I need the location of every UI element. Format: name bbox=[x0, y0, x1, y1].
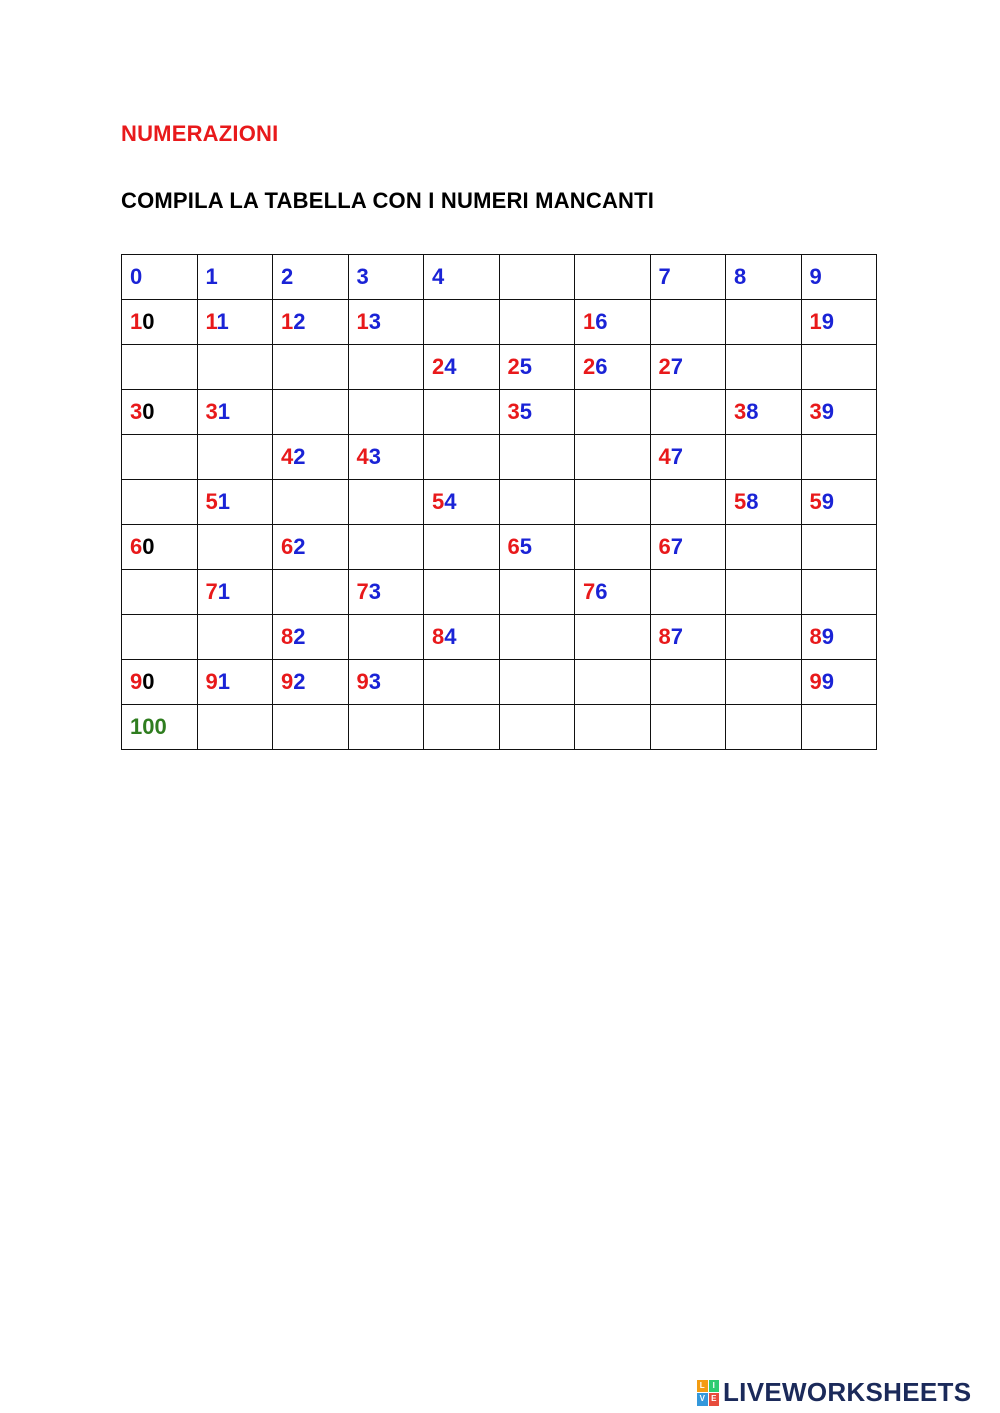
grid-cell-empty[interactable] bbox=[801, 345, 877, 390]
grid-cell: 8 bbox=[726, 255, 802, 300]
grid-cell-empty[interactable] bbox=[273, 345, 349, 390]
grid-cell: 89 bbox=[801, 615, 877, 660]
grid-cell-empty[interactable] bbox=[424, 435, 500, 480]
grid-cell-empty[interactable] bbox=[726, 615, 802, 660]
grid-cell-empty[interactable] bbox=[197, 435, 273, 480]
grid-cell: 30 bbox=[122, 390, 198, 435]
grid-cell-empty[interactable] bbox=[726, 435, 802, 480]
grid-cell-empty[interactable] bbox=[726, 345, 802, 390]
grid-cell: 39 bbox=[801, 390, 877, 435]
grid-cell-empty[interactable] bbox=[424, 525, 500, 570]
grid-cell-empty[interactable] bbox=[197, 525, 273, 570]
grid-cell: 73 bbox=[348, 570, 424, 615]
grid-cell: 51 bbox=[197, 480, 273, 525]
grid-cell: 65 bbox=[499, 525, 575, 570]
grid-cell: 13 bbox=[348, 300, 424, 345]
liveworksheets-logo bbox=[697, 1377, 971, 1408]
grid-cell-empty[interactable] bbox=[650, 570, 726, 615]
grid-cell: 9 bbox=[801, 255, 877, 300]
grid-cell: 38 bbox=[726, 390, 802, 435]
grid-cell: 0 bbox=[122, 255, 198, 300]
grid-cell: 27 bbox=[650, 345, 726, 390]
grid-cell-empty[interactable] bbox=[348, 525, 424, 570]
grid-cell-empty[interactable] bbox=[650, 300, 726, 345]
grid-cell: 87 bbox=[650, 615, 726, 660]
grid-row bbox=[122, 435, 877, 480]
grid-cell-empty[interactable] bbox=[499, 615, 575, 660]
grid-cell-empty[interactable] bbox=[499, 300, 575, 345]
grid-cell-empty[interactable] bbox=[801, 525, 877, 570]
grid-cell-empty[interactable] bbox=[273, 570, 349, 615]
grid-cell-empty[interactable] bbox=[575, 390, 651, 435]
grid-cell: 1 bbox=[197, 255, 273, 300]
grid-cell-empty[interactable] bbox=[348, 480, 424, 525]
grid-cell: 10 bbox=[122, 300, 198, 345]
grid-cell: 24 bbox=[424, 345, 500, 390]
grid-cell: 76 bbox=[575, 570, 651, 615]
grid-cell-empty[interactable] bbox=[424, 390, 500, 435]
grid-cell-empty[interactable] bbox=[424, 300, 500, 345]
grid-cell: 43 bbox=[348, 435, 424, 480]
grid-cell: 84 bbox=[424, 615, 500, 660]
grid-cell-empty[interactable] bbox=[575, 705, 651, 750]
grid-cell: 4 bbox=[424, 255, 500, 300]
grid-cell-empty[interactable] bbox=[348, 390, 424, 435]
grid-cell-empty[interactable] bbox=[801, 705, 877, 750]
grid-cell-empty[interactable] bbox=[424, 570, 500, 615]
grid-cell: 58 bbox=[726, 480, 802, 525]
grid-cell: 47 bbox=[650, 435, 726, 480]
grid-cell-empty[interactable] bbox=[273, 480, 349, 525]
grid-cell: 35 bbox=[499, 390, 575, 435]
grid-cell-empty[interactable] bbox=[650, 705, 726, 750]
grid-cell: 62 bbox=[273, 525, 349, 570]
grid-row bbox=[122, 660, 877, 705]
grid-cell-empty[interactable] bbox=[575, 660, 651, 705]
grid-cell: 11 bbox=[197, 300, 273, 345]
grid-row bbox=[122, 570, 877, 615]
grid-cell: 90 bbox=[122, 660, 198, 705]
grid-cell: 92 bbox=[273, 660, 349, 705]
grid-cell-empty[interactable] bbox=[273, 705, 349, 750]
grid-cell: 100 bbox=[122, 705, 198, 750]
grid-cell-empty[interactable] bbox=[575, 255, 651, 300]
grid-cell: 42 bbox=[273, 435, 349, 480]
grid-cell: 12 bbox=[273, 300, 349, 345]
grid-cell: 99 bbox=[801, 660, 877, 705]
grid-cell-empty[interactable] bbox=[801, 570, 877, 615]
grid-cell-empty[interactable] bbox=[348, 705, 424, 750]
grid-cell-empty[interactable] bbox=[499, 255, 575, 300]
grid-row bbox=[122, 525, 877, 570]
grid-cell-empty[interactable] bbox=[726, 660, 802, 705]
grid-row bbox=[122, 615, 877, 660]
grid-cell-empty[interactable] bbox=[801, 435, 877, 480]
grid-cell-empty[interactable] bbox=[726, 300, 802, 345]
liveworksheets-logo-text: LIVEWORKSHEETS bbox=[723, 1377, 972, 1407]
worksheet-title: NUMERAZIONI bbox=[121, 121, 279, 146]
grid-cell-empty[interactable] bbox=[726, 570, 802, 615]
grid-cell: 31 bbox=[197, 390, 273, 435]
grid-row bbox=[122, 480, 877, 525]
grid-cell: 67 bbox=[650, 525, 726, 570]
grid-cell-empty[interactable] bbox=[122, 345, 198, 390]
worksheet-instruction: COMPILA LA TABELLA CON I NUMERI MANCANTI bbox=[121, 188, 655, 213]
grid-cell: 2 bbox=[273, 255, 349, 300]
grid-row bbox=[122, 390, 877, 435]
grid-cell-empty[interactable] bbox=[424, 705, 500, 750]
grid-cell-empty[interactable] bbox=[726, 705, 802, 750]
grid-cell: 16 bbox=[575, 300, 651, 345]
grid-cell-empty[interactable] bbox=[499, 705, 575, 750]
grid-cell-empty[interactable] bbox=[122, 615, 198, 660]
grid-cell: 7 bbox=[650, 255, 726, 300]
grid-cell-empty[interactable] bbox=[197, 705, 273, 750]
grid-cell-empty[interactable] bbox=[499, 480, 575, 525]
grid-row bbox=[122, 300, 877, 345]
grid-cell: 25 bbox=[499, 345, 575, 390]
grid-cell: 60 bbox=[122, 525, 198, 570]
grid-cell: 26 bbox=[575, 345, 651, 390]
grid-cell-empty[interactable] bbox=[122, 435, 198, 480]
grid-cell-empty[interactable] bbox=[122, 480, 198, 525]
grid-cell: 59 bbox=[801, 480, 877, 525]
grid-cell: 71 bbox=[197, 570, 273, 615]
grid-cell-empty[interactable] bbox=[726, 525, 802, 570]
grid-cell: 93 bbox=[348, 660, 424, 705]
grid-cell-empty[interactable] bbox=[499, 570, 575, 615]
grid-cell: 82 bbox=[273, 615, 349, 660]
grid-cell: 91 bbox=[197, 660, 273, 705]
grid-cell: 19 bbox=[801, 300, 877, 345]
grid-cell-empty[interactable] bbox=[348, 615, 424, 660]
grid-cell-empty[interactable] bbox=[273, 390, 349, 435]
grid-cell-empty[interactable] bbox=[499, 435, 575, 480]
grid-cell-empty[interactable] bbox=[575, 525, 651, 570]
grid-cell-empty[interactable] bbox=[650, 660, 726, 705]
grid-cell-empty[interactable] bbox=[122, 570, 198, 615]
grid-cell-empty[interactable] bbox=[197, 345, 273, 390]
grid-row bbox=[122, 255, 877, 300]
grid-cell-empty[interactable] bbox=[650, 480, 726, 525]
number-grid bbox=[121, 254, 877, 750]
grid-cell-empty[interactable] bbox=[348, 345, 424, 390]
grid-row bbox=[122, 705, 877, 750]
grid-cell: 3 bbox=[348, 255, 424, 300]
grid-cell-empty[interactable] bbox=[575, 435, 651, 480]
grid-cell: 54 bbox=[424, 480, 500, 525]
grid-cell-empty[interactable] bbox=[197, 615, 273, 660]
liveworksheets-logo-icon: L I V E bbox=[697, 1380, 719, 1406]
grid-cell-empty[interactable] bbox=[575, 615, 651, 660]
grid-row bbox=[122, 345, 877, 390]
grid-cell-empty[interactable] bbox=[650, 390, 726, 435]
grid-cell-empty[interactable] bbox=[575, 480, 651, 525]
grid-cell-empty[interactable] bbox=[499, 660, 575, 705]
grid-cell-empty[interactable] bbox=[424, 660, 500, 705]
